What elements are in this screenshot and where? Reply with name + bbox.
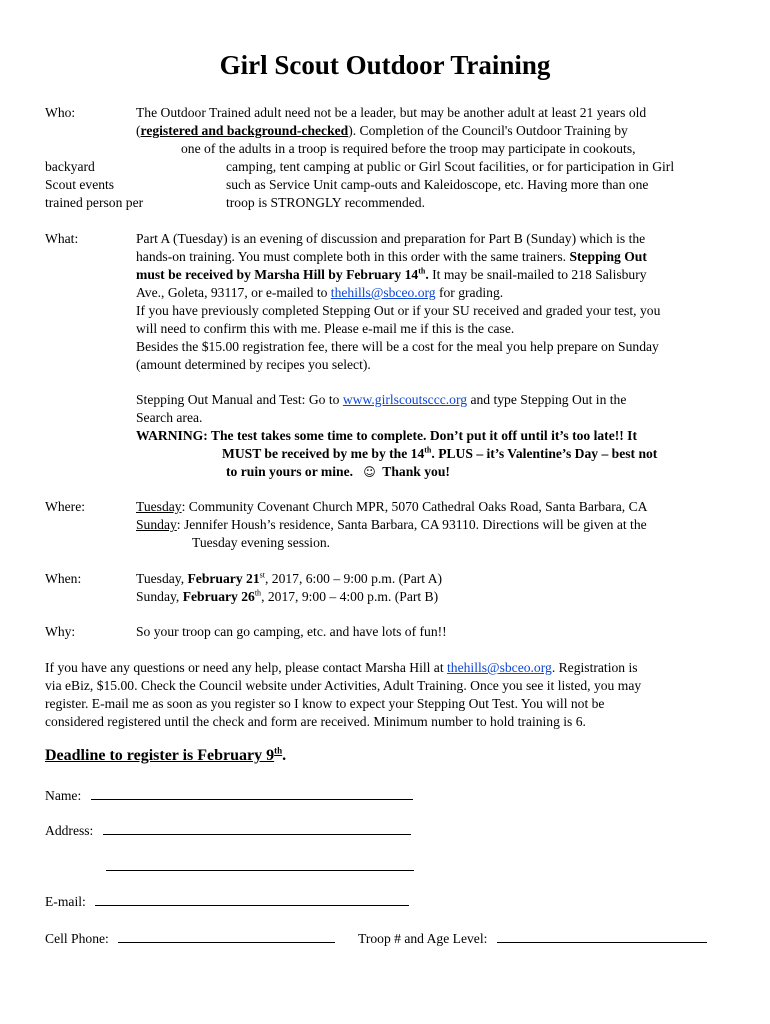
girlscoutsccc-link[interactable]: www.girlscoutsccc.org <box>342 392 468 407</box>
who-right-4: camping, tent camping at public or Girl Scout facilities, or for participation in Girl <box>226 159 675 174</box>
what-line-4-text: Ave., Goleta, 93117, or e-mailed to <box>136 285 331 300</box>
warning-line-1: WARNING: The test takes some time to complete. Don’t put it off until it’s too late!! It <box>136 428 638 443</box>
deadline-period: . <box>282 747 287 764</box>
warning-line-3 <box>226 463 450 481</box>
when-sunday-date: February 26 <box>182 589 255 604</box>
troop-row <box>358 930 707 948</box>
when-sunday-day: Sunday, <box>136 589 183 604</box>
cell-phone-field[interactable] <box>118 930 335 943</box>
address-label: Address: <box>45 823 94 838</box>
address-field-line-1[interactable] <box>103 822 411 835</box>
who-left-5: Scout events <box>45 177 115 192</box>
when-tuesday-sup: st <box>259 570 265 580</box>
name-row <box>45 787 413 805</box>
who-label: Who: <box>45 105 76 120</box>
thank-you-text: Thank you! <box>382 464 450 479</box>
thehills-email-link[interactable]: thehills@sbceo.org <box>330 285 436 300</box>
where-tuesday <box>136 498 647 516</box>
where-label: Where: <box>45 499 85 514</box>
contact-line-1-text: If you have any questions or need any help, please contact Marsha Hill at <box>45 660 448 675</box>
what-line-6: will need to confirm this with me. Please e-mail me if this is the case. <box>136 321 515 336</box>
contact-email-link[interactable]: thehills@sbceo.org <box>447 660 552 675</box>
where-sunday-text: : Jennifer Housh’s residence, Santa Barbara, CA 93110. Directions will be given at the <box>176 517 647 532</box>
when-label: When: <box>45 571 82 586</box>
who-line-1: The Outdoor Trained adult need not be a leader, but may be another adult at least 21 years old <box>136 105 647 120</box>
what-line-4 <box>136 284 503 302</box>
when-sunday-time: , 2017, 9:00 – 4:00 p.m. (Part B) <box>261 589 439 604</box>
what-line-2 <box>136 248 647 266</box>
smiley-icon: ☺ <box>363 465 376 479</box>
contact-line-4: considered registered until the check and form are received. Minimum number to hold training is 6. <box>45 714 586 729</box>
what-line-9-end: and type Stepping Out in the <box>467 392 627 407</box>
stepping-out-bold: Stepping Out <box>569 249 647 264</box>
when-tuesday-date: February 21 <box>187 571 260 586</box>
where-sunday-line-2: Tuesday evening session. <box>192 535 331 550</box>
warning-line-2 <box>222 445 657 463</box>
cell-phone-label: Cell Phone: <box>45 931 109 946</box>
when-sunday <box>136 588 438 606</box>
when-tuesday-day: Tuesday, <box>136 571 188 586</box>
where-sunday-label: Sunday <box>136 517 177 532</box>
address-field-line-2[interactable] <box>106 858 414 871</box>
what-line-1: Part A (Tuesday) is an evening of discussion and preparation for Part B (Sunday) which is the <box>136 231 646 246</box>
warning-line-2-sup: th <box>424 445 432 455</box>
name-field[interactable] <box>91 787 413 800</box>
what-line-9 <box>136 391 626 409</box>
who-line-2-rest: ). Completion of the Council's Outdoor Training by <box>348 123 628 138</box>
contact-line-3: register. E-mail me as soon as you register so I know to expect your Stepping Out Test. You will not be <box>45 696 605 711</box>
received-by-bold: must be received by Marsha Hill by February 14 <box>136 267 419 282</box>
when-tuesday-time: , 2017, 6:00 – 9:00 p.m. (Part A) <box>264 571 443 586</box>
contact-line-1 <box>45 659 638 677</box>
who-right-5: such as Service Unit camp-outs and Kaleidoscope, etc. Having more than one <box>226 177 649 192</box>
troop-field[interactable] <box>497 930 707 943</box>
where-tuesday-label: Tuesday <box>136 499 182 514</box>
email-label: E-mail: <box>45 894 86 909</box>
what-line-3-period: . <box>425 267 429 282</box>
what-line-10: Search area. <box>136 410 203 425</box>
where-tuesday-text: : Community Covenant Church MPR, 5070 Cathedral Oaks Road, Santa Barbara, CA <box>181 499 648 514</box>
name-label: Name: <box>45 788 82 803</box>
who-left-6: trained person per <box>45 195 144 210</box>
address-row <box>45 822 411 840</box>
what-line-8: (amount determined by recipes you select). <box>136 357 371 372</box>
contact-line-1-end: . Registration is <box>551 660 638 675</box>
what-line-9-text: Stepping Out Manual and Test: Go to <box>136 392 343 407</box>
what-line-3-sup: th <box>418 266 426 276</box>
what-line-3-text: It may be snail-mailed to 218 Salisbury <box>428 267 647 282</box>
registered-checked-text: registered and background-checked <box>140 123 349 138</box>
cell-phone-row <box>45 930 335 948</box>
why-text: So your troop can go camping, etc. and have lots of fun!! <box>136 624 447 639</box>
email-row <box>45 893 409 911</box>
who-line-2-open: ( <box>136 123 141 138</box>
who-line-3: one of the adults in a troop is required before the troop may participate in cookouts, <box>181 141 636 156</box>
deadline-heading <box>45 746 286 766</box>
what-label: What: <box>45 231 79 246</box>
what-line-3 <box>136 266 647 284</box>
warning-line-3-text: to ruin yours or mine. <box>226 464 354 479</box>
when-tuesday <box>136 570 442 588</box>
warning-line-2-text: MUST be received by me by the 14 <box>222 446 425 461</box>
who-right-6: troop is STRONGLY recommended. <box>226 195 425 210</box>
what-line-5: If you have previously completed Stepping Out or if your SU received and graded your test, you <box>136 303 661 318</box>
why-label: Why: <box>45 624 76 639</box>
who-line-2 <box>136 122 628 140</box>
troop-label: Troop # and Age Level: <box>358 931 488 946</box>
contact-line-2: via eBiz, $15.00. Check the Council website under Activities, Adult Training. Once you see it listed, you may <box>45 678 642 693</box>
deadline-sup: th <box>274 745 283 756</box>
email-field[interactable] <box>95 893 409 906</box>
when-sunday-sup: th <box>254 588 262 598</box>
what-line-2-text: hands-on training. You must complete both in this order with the same trainers. <box>136 249 570 264</box>
where-sunday <box>136 516 647 534</box>
what-line-4-end: for grading. <box>435 285 504 300</box>
deadline-text: Deadline to register is February 9 <box>45 747 275 764</box>
warning-line-2-end: . PLUS – it’s Valentine’s Day – best not <box>431 446 658 461</box>
who-left-4: backyard <box>45 159 95 174</box>
page-title: Girl Scout Outdoor Training <box>219 50 551 80</box>
what-line-7: Besides the $15.00 registration fee, there will be a cost for the meal you help prepare on Sunday <box>136 339 659 354</box>
